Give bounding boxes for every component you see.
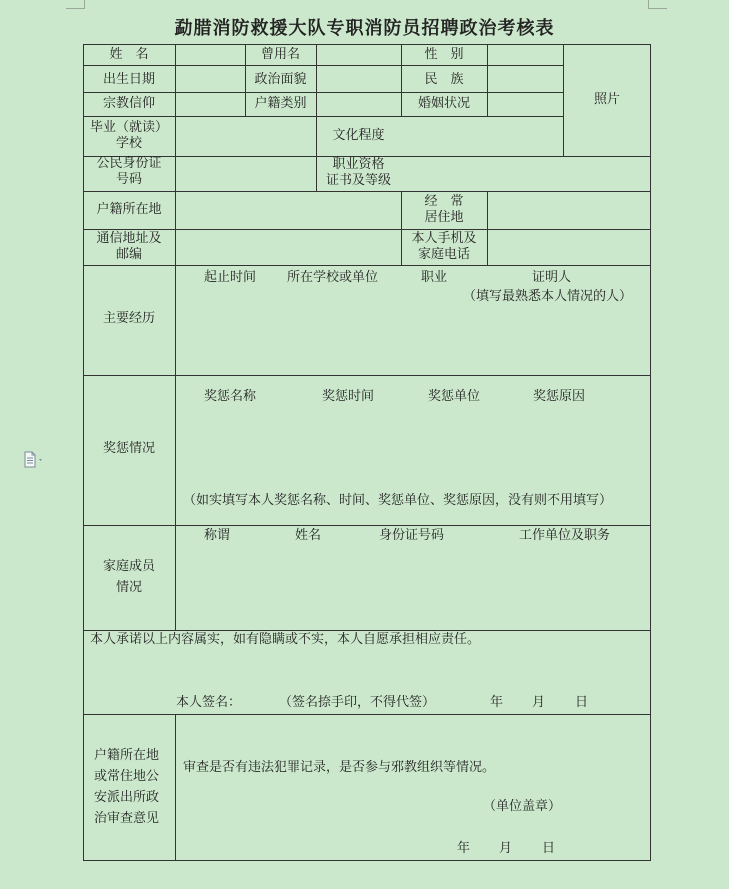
awards-col-name: 奖惩名称 <box>204 389 257 404</box>
review-day: 日 <box>542 841 556 856</box>
page-corner-mark <box>648 0 667 9</box>
review-month: 月 <box>499 841 513 856</box>
pledge-month: 月 <box>532 695 546 710</box>
experience-col-period: 起止时间 <box>204 270 257 285</box>
id-number-label: 公民身份证 <box>96 156 162 171</box>
awards-col-time: 奖惩时间 <box>322 389 375 404</box>
experience-col-job: 职业 <box>421 270 448 285</box>
name-label: 姓 名 <box>109 47 149 62</box>
pledge-day: 日 <box>575 695 589 710</box>
pledge-year: 年 <box>490 695 504 710</box>
school-label-line2: 学校 <box>115 136 142 151</box>
address-label: 通信地址及 <box>96 231 162 246</box>
gender-label: 性 别 <box>424 47 464 62</box>
household-type-label: 户籍类别 <box>254 96 307 111</box>
police-review-label-line2: 或常住地公 <box>94 769 160 784</box>
former-name-label: 曾用名 <box>260 47 300 62</box>
residence-label-line2: 居住地 <box>424 210 464 225</box>
photo-label: 照片 <box>593 92 620 107</box>
certificate-label: 职业资格 <box>332 157 385 172</box>
marital-status-label: 婚姻状况 <box>417 96 470 111</box>
police-review-label-line3: 安派出所政 <box>94 790 160 805</box>
awards-col-reason: 奖惩原因 <box>533 389 586 404</box>
household-location-label: 户籍所在地 <box>96 202 162 217</box>
document-title: 勐腊消防救援大队专职消防员招聘政治考核表 <box>174 18 555 39</box>
religion-label: 宗教信仰 <box>102 96 155 111</box>
signature-label: 本人签名： <box>176 695 242 710</box>
experience-note: （填写最熟悉本人情况的人） <box>463 289 633 304</box>
experience-col-school: 所在学校或单位 <box>287 270 379 285</box>
page-corner-mark <box>66 0 85 9</box>
document-icon[interactable] <box>22 451 46 469</box>
unit-seal-note: （单位盖章） <box>483 799 562 814</box>
awards-label: 奖惩情况 <box>102 441 155 456</box>
residence-label: 经 常 <box>424 194 464 209</box>
birth-date-label: 出生日期 <box>102 72 155 87</box>
school-label: 毕业（就读） <box>89 120 168 135</box>
political-status-label: 政治面貌 <box>254 72 307 87</box>
id-number-label-line2: 号码 <box>115 172 142 187</box>
awards-col-unit: 奖惩单位 <box>428 389 481 404</box>
police-review-label-line4: 治审查意见 <box>94 811 160 826</box>
police-review-text: 审查是否有违法犯罪记录，是否参与邪教组织等情况。 <box>183 760 496 775</box>
experience-label: 主要经历 <box>102 311 155 326</box>
family-col-relation: 称谓 <box>204 528 231 543</box>
review-year: 年 <box>457 841 471 856</box>
education-label: 文化程度 <box>332 128 385 143</box>
awards-note: （如实填写本人奖惩名称、时间、奖惩单位、奖惩原因，没有则不用填写） <box>183 493 613 508</box>
police-review-label: 户籍所在地 <box>94 748 160 763</box>
address-label-line2: 邮编 <box>115 247 142 262</box>
application-form-table <box>83 44 651 861</box>
experience-col-witness: 证明人 <box>532 270 572 285</box>
family-col-id: 身份证号码 <box>379 528 445 543</box>
certificate-label-line2: 证书及等级 <box>325 173 391 188</box>
family-col-name: 姓名 <box>295 528 322 543</box>
family-col-work: 工作单位及职务 <box>519 528 611 543</box>
phone-label: 本人手机及 <box>411 231 477 246</box>
family-label-line2: 情况 <box>115 580 142 595</box>
phone-label-line2: 家庭电话 <box>417 247 470 262</box>
pledge-text: 本人承诺以上内容属实，如有隐瞒或不实，本人自愿承担相应责任。 <box>90 632 481 647</box>
ethnicity-label: 民 族 <box>424 72 464 87</box>
signature-note: （签名捺手印，不得代签） <box>279 695 436 710</box>
family-label: 家庭成员 <box>102 559 155 574</box>
